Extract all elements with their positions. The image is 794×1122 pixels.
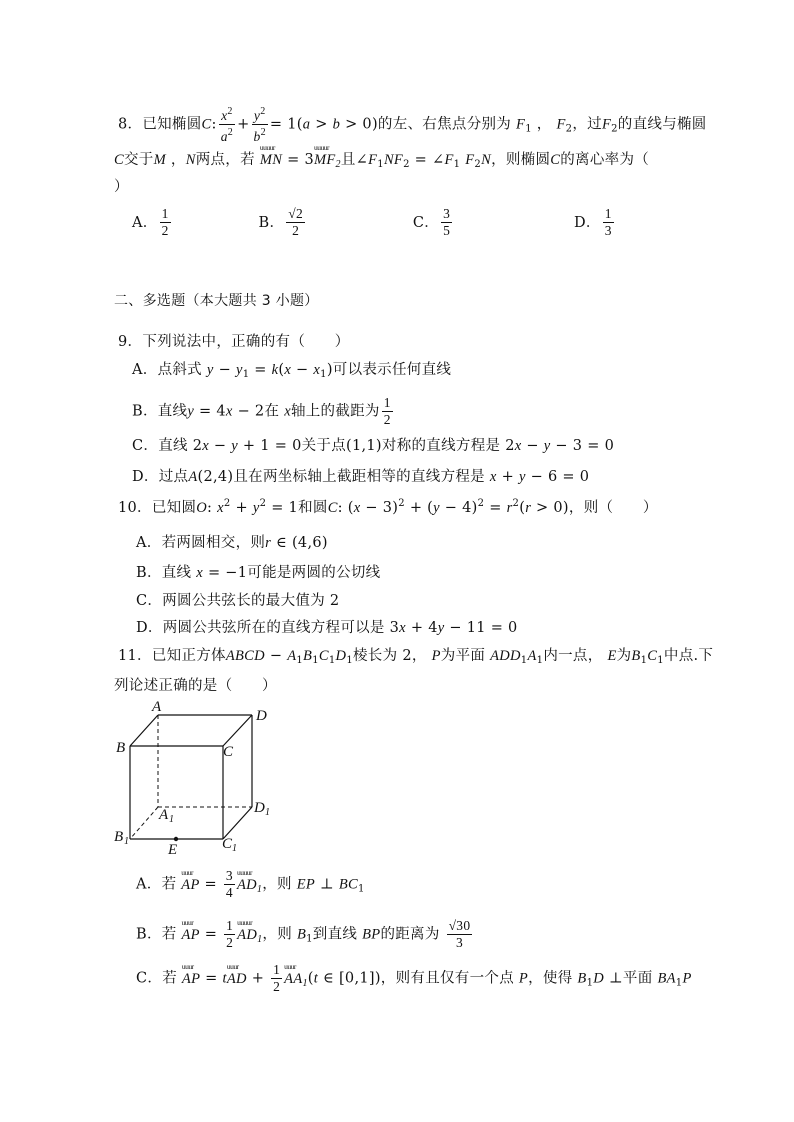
label-E: E: [168, 842, 178, 858]
label-A: A: [152, 699, 162, 715]
edge-A1B1-hidden: [130, 807, 158, 839]
label-A1: A: [159, 807, 169, 823]
q9-option-a: A．点斜式 $y - y_1 = k(x - x_1)$可以表示任何直线: [132, 362, 452, 380]
option-c: C． $\frac{3}{5}$: [412, 206, 451, 238]
q9-stem: 9．下列说法中，正确的有（ ）: [118, 334, 350, 350]
q10-option-b: B．直线 x = −1可能是两圆的公切线: [136, 565, 381, 581]
q11-option-c: C．若 uuur AP = tuuur AD + $\frac{1}{2}$ uuur $AA_1(t$ ∈ [0,1])，则有且仅有一个点 P，使得 $B_1D$ ⊥平面 $BA_1P$: [136, 962, 692, 995]
q8-options: [132, 206, 616, 239]
q8-line-1: 8．已知椭圆C: $\frac{x^2}{a^2}$ + $\frac{y^2}{b^2}$ = 1(a > b > 0)的左、右焦点分别为 $F_1$ ， $F_2$，过$F_2$的直线与椭圆: [118, 106, 707, 144]
label-C: C: [223, 744, 234, 760]
edge-BA: [130, 715, 158, 746]
q10-option-c: C．两圆公共弦长的最大值为 2: [136, 593, 340, 609]
edge-CD: [223, 715, 252, 746]
cube-figure: [110, 698, 280, 858]
q10-stem: 10．已知圆O: $x^2 + y^2 = 1$和圆C: $(x - 3)^2 + (y - 4)^2 = r^2(r > 0)$，则（ ）: [118, 498, 658, 516]
label-B1-sub: 1: [124, 836, 129, 847]
q11-stem-line-1: 11．已知正方体ABCD − $A_1B_1C_1D_1$棱长为 2， P为平面 $ADD_1A_1$内一点， E为$B_1C_1$中点.下: [118, 648, 714, 666]
point-E: [174, 837, 178, 841]
label-D1: D: [254, 800, 265, 816]
q11-stem-line-2: 列论述正确的是（ ）: [114, 678, 277, 694]
label-B1: B: [114, 829, 124, 845]
option-a: A． $\frac{1}{2}$: [132, 206, 169, 238]
edge-C1D1: [223, 807, 252, 839]
option-b: B． $\frac{√2}{2}$: [258, 206, 304, 238]
section-heading: 二、多选题（本大题共 3 小题）: [114, 293, 319, 309]
q11-option-a: A．若 uuur AP = $\frac{3}{4}$ uuuur $AD_1$，则 EP ⊥ $BC_1$: [136, 868, 365, 901]
label-B: B: [116, 740, 126, 756]
label-D1-sub: 1: [265, 807, 270, 818]
label-C1-sub: 1: [232, 843, 237, 854]
label-C1: C: [222, 836, 233, 852]
q10-option-a: A．若两圆相交，则r ∈ (4,6): [136, 535, 328, 551]
label-A1-sub: 1: [169, 814, 174, 825]
q8-line-3: ）: [114, 179, 129, 195]
q10-option-d: D．两圆公共弦所在的直线方程可以是 3x + 4y − 11 = 0: [136, 620, 518, 636]
label-D: D: [256, 708, 267, 724]
q9-option-d: D．过点A(2,4)且在两坐标轴上截距相等的直线方程是 x + y − 6 = 0: [132, 469, 590, 485]
q9-option-b: B．直线y = 4x − 2在 x轴上的截距为 $\frac{1}{2}$: [132, 395, 391, 427]
q11-option-b: B．若 uuur AP = $\frac{1}{2}$ uuuur $AD_1$，则 $B_1$到直线 BP的距离为 $\frac{√30}{3}$: [136, 918, 474, 951]
q8-line-2: C交于M ，N两点，若 uuuur MN = 3uuuur $MF_2$且$\angle F_1NF_2$ = $\angle F_1$ $F_2N$，则椭圆C的离心率为（: [114, 148, 649, 170]
option-d: D． $\frac{1}{3}$: [573, 206, 612, 238]
q9-option-c: C．直线 2x − y + 1 = 0关于点(1,1)对称的直线方程是 2x − y − 3 = 0: [132, 438, 615, 454]
